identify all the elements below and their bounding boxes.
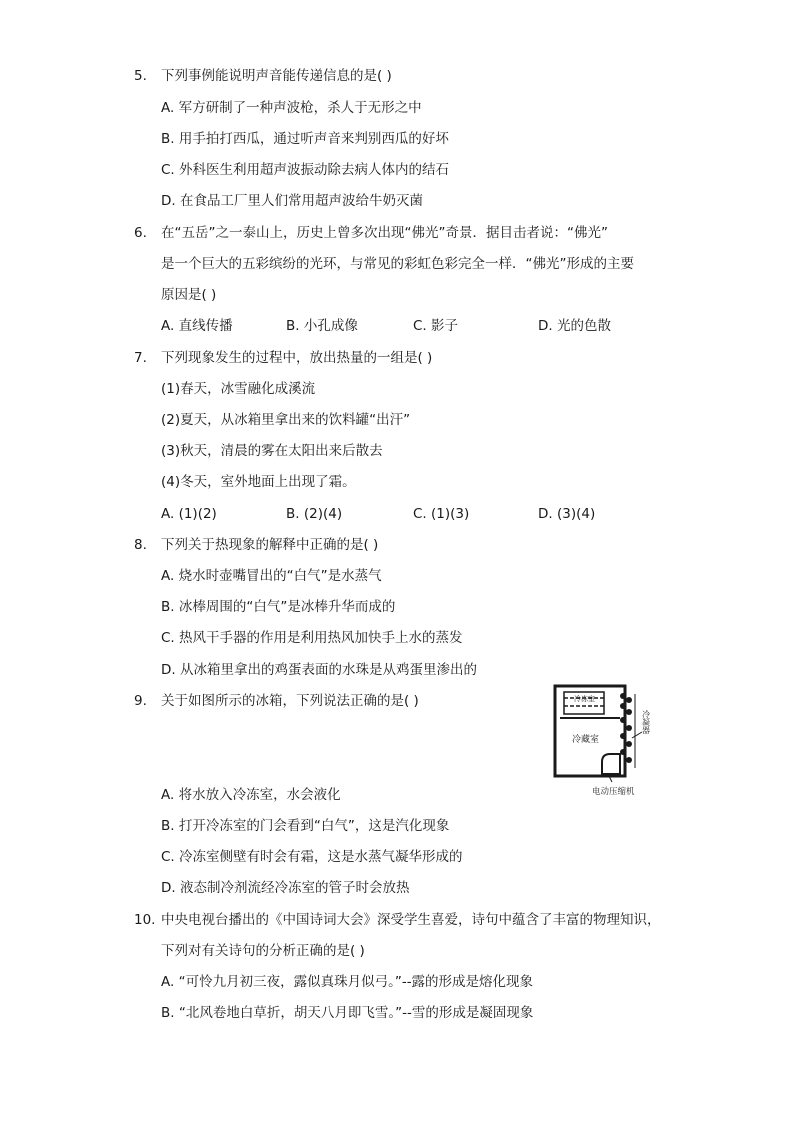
option-b: B. (2)(4) — [286, 506, 343, 522]
compressor-shape — [602, 754, 620, 774]
option-d: D. 从冰箱里拿出的鸡蛋表面的水珠是从鸡蛋里渗出的 — [161, 662, 477, 678]
question-number: 10. — [134, 912, 156, 928]
option-d: D. 液态制冷剂流经冷冻室的管子时会放热 — [161, 880, 410, 896]
question-number: 9. — [134, 693, 147, 709]
question-stem: 下列现象发生的过程中，放出热量的一组是( ) — [161, 350, 433, 366]
question-stem: 中央电视台播出的《中国诗词大会》深受学生喜爱，诗句中蕴含了丰富的物理知识， — [161, 912, 661, 928]
question-stem: 是一个巨大的五彩缤纷的光环，与常见的彩虹色彩完全一样．“佛光”形成的主要 — [161, 256, 634, 272]
option-d: D. (3)(4) — [538, 506, 596, 522]
option-a: A. 军方研制了一种声波枪，杀人于无形之中 — [161, 100, 422, 116]
option-b: B. 小孔成像 — [286, 318, 358, 334]
question-stem: 原因是( ) — [161, 287, 217, 303]
question-number: 8. — [134, 537, 147, 553]
statement-2: (2)夏天，从冰箱里拿出来的饮料罐“出汗” — [161, 412, 411, 428]
option-c: C. 影子 — [413, 318, 459, 334]
option-d: D. 在食品工厂里人们常用超声波给牛奶灭菌 — [161, 193, 423, 209]
options-row — [161, 317, 681, 335]
question-stem: 在“五岳”之一泰山上，历史上曾多次出现“佛光”奇景．据目击者说：“佛光” — [161, 225, 608, 241]
compressor-label: 电动压缩机 — [592, 787, 635, 797]
statement-3: (3)秋天，清晨的雾在太阳出来后散去 — [161, 443, 383, 459]
question-number: 7. — [134, 350, 147, 366]
option-c: C. (1)(3) — [413, 506, 470, 522]
option-d: D. 光的色散 — [538, 318, 611, 334]
statement-4: (4)冬天，室外地面上出现了霜。 — [161, 474, 356, 490]
condenser-label: 冷凝器 — [641, 710, 651, 734]
option-c: C. 热风干手器的作用是利用热风加快手上水的蒸发 — [161, 630, 463, 646]
option-a: A. 直线传播 — [161, 318, 233, 334]
option-a: A. (1)(2) — [161, 506, 217, 522]
option-a: A. “可怜九月初三夜，露似真珠月似弓。”--露的形成是熔化现象 — [161, 974, 534, 990]
question-stem: 关于如图所示的冰箱，下列说法正确的是( ) — [161, 693, 419, 709]
question-stem: 下列事例能说明声音能传递信息的是( ) — [161, 68, 392, 84]
option-b: B. 用手拍打西瓜，通过听声音来判别西瓜的好坏 — [161, 131, 449, 147]
option-b: B. 打开冷冻室的门会看到“白气”，这是汽化现象 — [161, 818, 450, 834]
option-b: B. “北风卷地白草折，胡天八月即飞雪。”--雪的形成是凝固现象 — [161, 1005, 534, 1021]
question-stem: 下列关于热现象的解释中正确的是( ) — [161, 537, 379, 553]
option-c: C. 冷冻室侧壁有时会有霜，这是水蒸气凝华形成的 — [161, 849, 463, 865]
fridge-label: 冷藏室 — [572, 735, 600, 745]
question-number: 5. — [134, 68, 147, 84]
options-row — [161, 505, 681, 523]
option-b: B. 冰棒周围的“白气”是冰棒升华而成的 — [161, 599, 396, 615]
question-stem: 下列对有关诗句的分析正确的是( ) — [161, 943, 365, 959]
statement-1: (1)春天，冰雪融化成溪流 — [161, 381, 316, 397]
refrigerator-figure — [550, 684, 660, 802]
question-number: 6. — [134, 225, 147, 241]
option-a: A. 烧水时壶嘴冒出的“白气”是水蒸气 — [161, 568, 382, 584]
option-a: A. 将水放入冷冻室，水会液化 — [161, 787, 341, 803]
option-c: C. 外科医生利用超声波振动除去病人体内的结石 — [161, 162, 450, 178]
freezer-label: 冷冻室 — [574, 695, 595, 703]
